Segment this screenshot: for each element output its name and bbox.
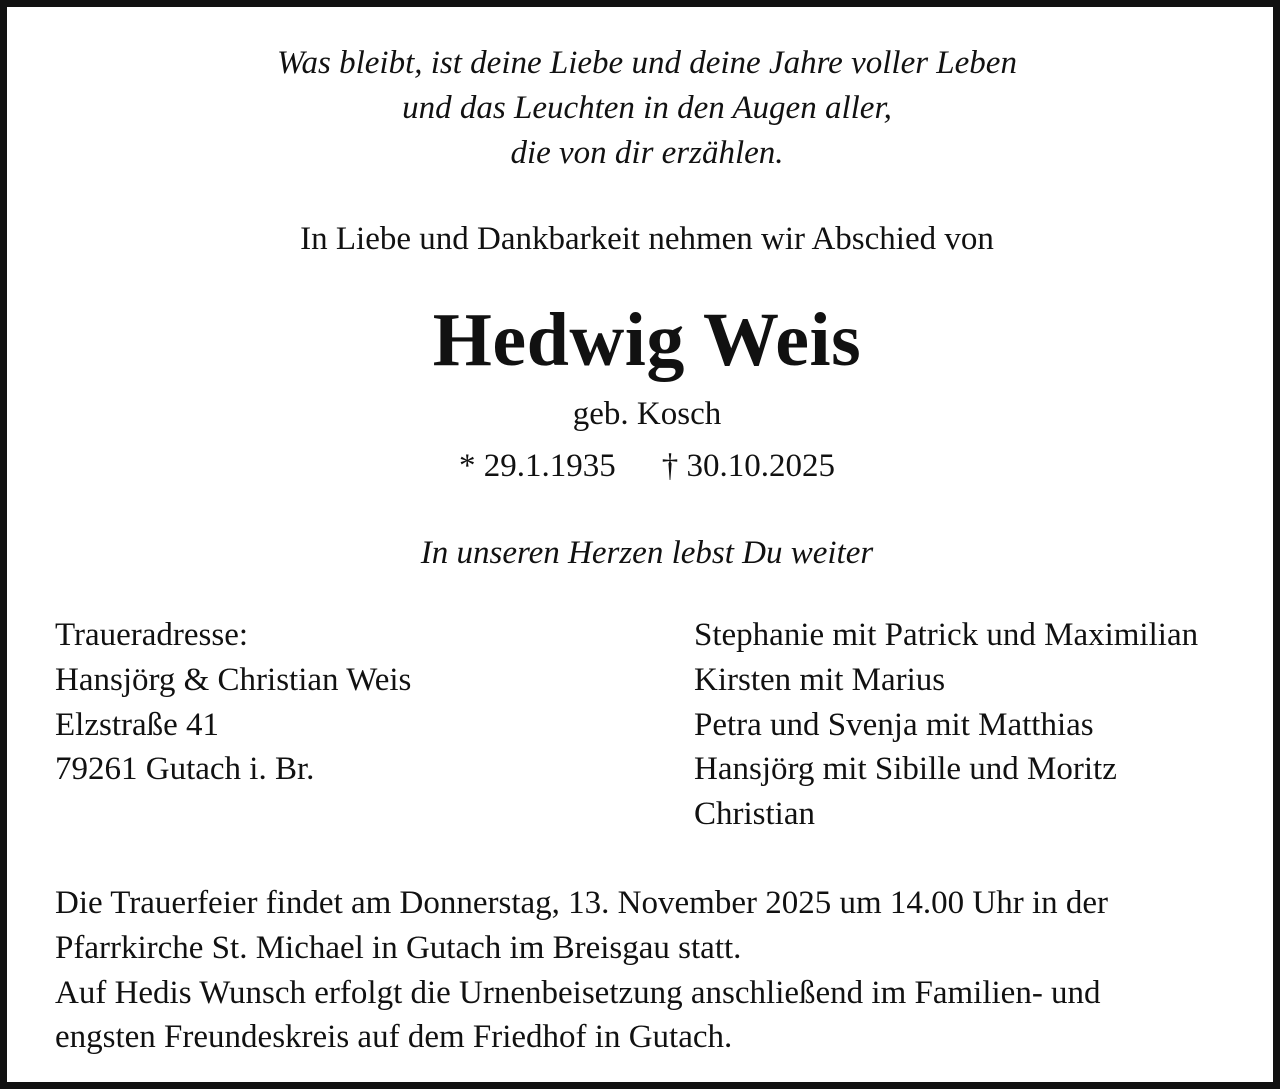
poem-line: die von dir erzählen. bbox=[510, 135, 784, 171]
notice-line: engsten Freundeskreis auf dem Friedhof in Gutach. bbox=[55, 1019, 733, 1056]
family-list bbox=[694, 613, 1198, 837]
address-line: Hansjörg & Christian Weis bbox=[55, 661, 412, 698]
notice-line: Die Trauerfeier findet am Donnerstag, 13. November 2025 um 14.00 Uhr in der bbox=[55, 885, 1109, 921]
address-line: Elzstraße 41 bbox=[55, 706, 220, 743]
notice-line: Pfarrkirche St. Michael in Gutach im Breisgau statt. bbox=[55, 929, 742, 966]
intro-text: In Liebe und Dankbarkeit nehmen wir Abschied von bbox=[300, 221, 994, 257]
funeral-notice bbox=[55, 881, 1255, 1060]
death-date: † 30.10.2025 bbox=[661, 448, 835, 484]
address-line: Traueradresse: bbox=[55, 617, 249, 653]
family-line: Stephanie mit Patrick und Maximilian bbox=[694, 617, 1199, 653]
poem-line: Was bleibt, ist deine Liebe und deine Jahre voller Leben bbox=[277, 45, 1017, 81]
life-dates bbox=[7, 446, 1280, 486]
notice-line: Auf Hedis Wunsch erfolgt die Urnenbeisetzung anschließend im Familien- und bbox=[55, 974, 1101, 1011]
deceased-name: Hedwig Weis bbox=[432, 298, 862, 382]
poem bbox=[7, 41, 1280, 176]
family-line: Petra und Svenja mit Matthias bbox=[694, 706, 1094, 743]
poem-line: und das Leuchten in den Augen aller, bbox=[402, 90, 892, 126]
birth-date: * 29.1.1935 bbox=[459, 448, 616, 484]
mourning-address bbox=[55, 613, 411, 792]
family-line: Christian bbox=[694, 796, 815, 833]
maiden-name: geb. Kosch bbox=[572, 396, 722, 432]
address-line: 79261 Gutach i. Br. bbox=[55, 751, 315, 788]
motto: In unseren Herzen lebst Du weiter bbox=[420, 535, 874, 571]
family-line: Kirsten mit Marius bbox=[694, 661, 946, 698]
family-line: Hansjörg mit Sibille und Moritz bbox=[694, 751, 1117, 788]
